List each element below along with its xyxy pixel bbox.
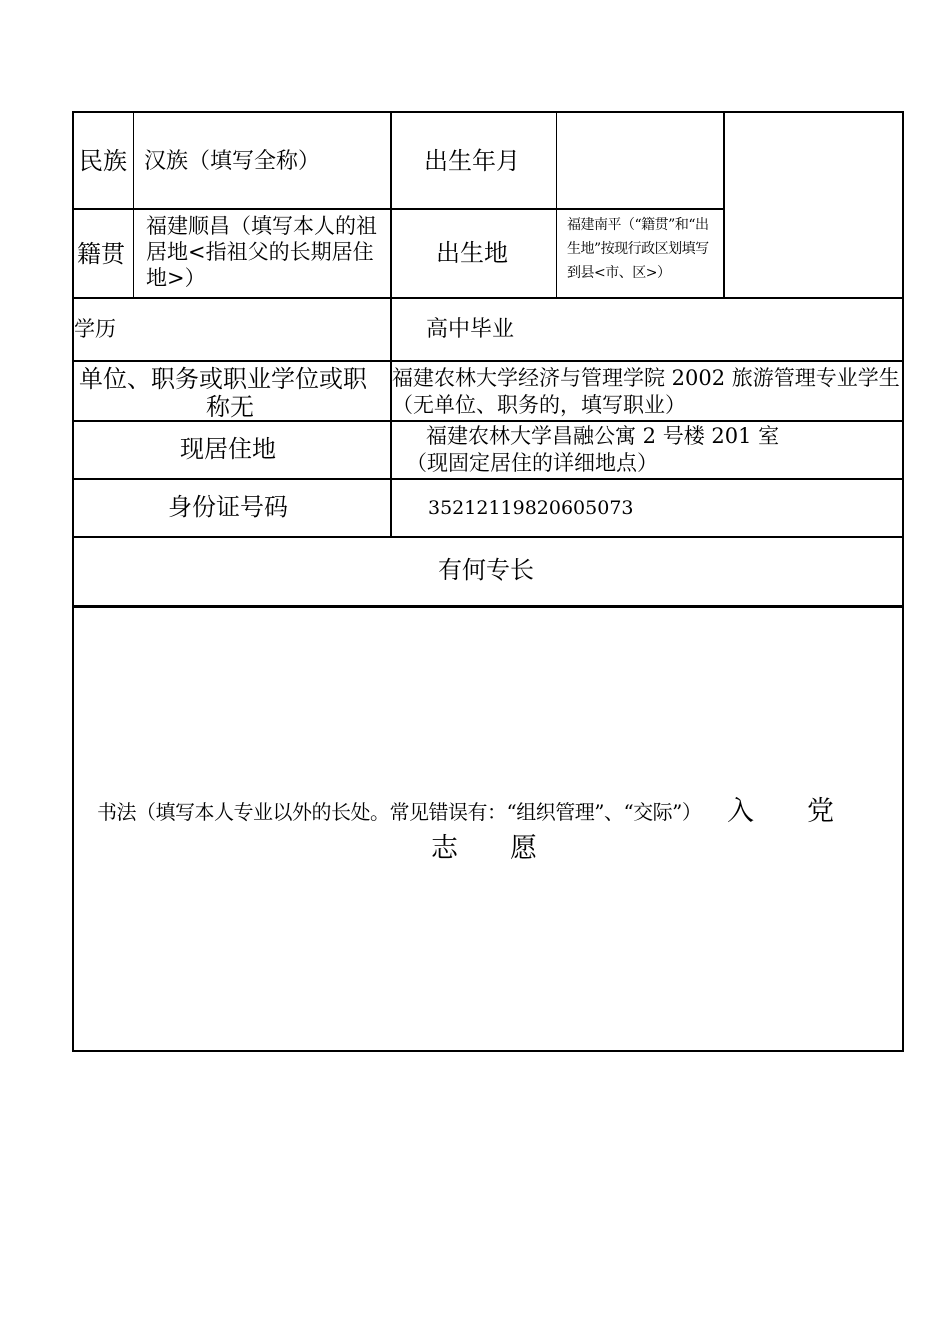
unit-label-line1: 单位、职务或职业学位或职 bbox=[79, 365, 367, 393]
grid-line bbox=[74, 536, 902, 538]
native-place-label: 籍贯 bbox=[77, 240, 125, 268]
join-char-2: 党 bbox=[807, 796, 834, 827]
wish-char-1: 志 bbox=[431, 833, 458, 864]
grid-line bbox=[74, 208, 724, 210]
grid-line bbox=[74, 605, 902, 608]
education-value: 高中毕业 bbox=[426, 317, 515, 342]
grid-line bbox=[390, 113, 392, 537]
grid-line bbox=[74, 360, 902, 362]
grid-line bbox=[133, 113, 134, 298]
specialty-header: 有何专长 bbox=[438, 556, 534, 584]
grid-line bbox=[74, 297, 902, 299]
ethnicity-label: 民族 bbox=[79, 147, 127, 175]
wish-char-2: 愿 bbox=[510, 833, 537, 864]
birthplace-value: 福建南平（“籍贯”和“出生地”按现行政区划填写到县<市、区>） bbox=[567, 217, 709, 281]
party-application-form bbox=[72, 111, 904, 1052]
ethnicity-value: 汉族（填写全称） bbox=[144, 149, 321, 174]
birthplace-label: 出生地 bbox=[436, 239, 508, 267]
unit-value-line1: 福建农林大学经济与管理学院 2002 旅游管理专业学生 bbox=[392, 366, 900, 390]
photo-box bbox=[725, 113, 902, 297]
residence-value-line2: （现固定居住的详细地点） bbox=[406, 451, 658, 475]
grid-line bbox=[74, 478, 902, 480]
unit-value-line2: （无单位、职务的，填写职业） bbox=[392, 393, 686, 417]
residence-label: 现居住地 bbox=[180, 435, 276, 463]
id-number-label: 身份证号码 bbox=[168, 493, 288, 521]
native-place-value: 福建顺昌（填写本人的祖居地<指祖父的长期居住地>） bbox=[146, 214, 377, 290]
unit-label-line2: 称无 bbox=[206, 393, 254, 421]
grid-line bbox=[74, 420, 902, 422]
join-char-1: 入 bbox=[727, 796, 754, 827]
grid-line bbox=[556, 113, 557, 298]
residence-value-line1: 福建农林大学昌融公寓 2 号楼 201 室 bbox=[426, 424, 780, 448]
specialty-value: 书法（填写本人专业以外的长处。常见错误有：“组织管理”、“交际”） bbox=[97, 800, 702, 824]
id-number-value: 35212119820605073 bbox=[428, 497, 634, 519]
birth-date-label: 出生年月 bbox=[424, 147, 520, 175]
education-label: 学历 bbox=[74, 317, 116, 341]
